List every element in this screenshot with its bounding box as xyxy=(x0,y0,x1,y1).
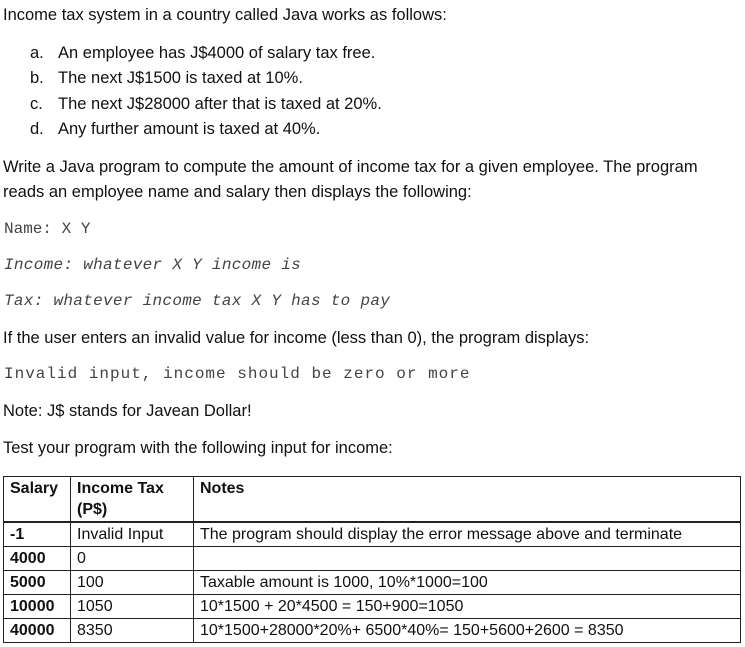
list-letter: c. xyxy=(30,94,43,113)
list-letter: a. xyxy=(30,44,44,62)
cell-salary: -1 xyxy=(4,522,71,547)
cell-salary: 10000 xyxy=(4,595,71,619)
output-line-income: Income: whatever X Y income is xyxy=(4,256,302,274)
tax-rules-list xyxy=(0,41,382,142)
table-row xyxy=(4,619,741,643)
list-item xyxy=(0,41,382,66)
cell-tax: 0 xyxy=(71,547,194,571)
test-intro-text: Test your program with the following input for income: xyxy=(3,439,393,457)
list-text: The next J$1500 is taxed at 10%. xyxy=(58,69,303,88)
header-income-tax: Income Tax (P$) xyxy=(71,477,194,523)
list-text: The next J$28000 after that is taxed at 20%. xyxy=(58,94,382,113)
task-text: Write a Java program to compute the amount of income tax for a given employee. The program reads an employee name and salary then displays the following: xyxy=(3,158,698,201)
cell-notes xyxy=(194,547,741,571)
cell-salary: 4000 xyxy=(4,547,71,571)
header-salary: Salary xyxy=(4,477,71,523)
list-letter: d. xyxy=(30,119,44,138)
cell-tax: Invalid Input xyxy=(71,522,194,547)
header-notes: Notes xyxy=(194,477,741,523)
cell-tax: 8350 xyxy=(71,619,194,643)
test-cases-table xyxy=(3,476,741,643)
cell-salary: 5000 xyxy=(4,571,71,595)
cell-salary: 40000 xyxy=(4,619,71,643)
output-line-name: Name: X Y xyxy=(4,220,91,238)
cell-notes: 10*1500 + 20*4500 = 150+900=1050 xyxy=(194,595,741,619)
list-text: An employee has J$4000 of salary tax free. xyxy=(58,44,376,62)
table-row xyxy=(4,547,741,571)
note-text: Note: J$ stands for Javean Dollar! xyxy=(3,402,252,420)
table-row xyxy=(4,595,741,619)
intro-text: Income tax system in a country called Java works as follows: xyxy=(3,6,447,24)
cell-tax: 100 xyxy=(71,571,194,595)
list-item xyxy=(0,92,382,117)
cell-notes: 10*1500+28000*20%+ 6500*40%= 150+5600+2600 = 8350 xyxy=(194,619,741,643)
invalid-message: Invalid input, income should be zero or more xyxy=(4,365,471,383)
cell-tax: 1050 xyxy=(71,595,194,619)
list-item xyxy=(0,117,382,142)
cell-notes: The program should display the error message above and terminate xyxy=(194,522,741,547)
cell-notes: Taxable amount is 1000, 10%*1000=100 xyxy=(194,571,741,595)
table-row xyxy=(4,571,741,595)
table-header-row xyxy=(4,477,741,523)
list-text: Any further amount is taxed at 40%. xyxy=(58,119,321,138)
table-row xyxy=(4,522,741,547)
list-item xyxy=(0,66,382,91)
output-line-tax: Tax: whatever income tax X Y has to pay xyxy=(4,292,391,310)
invalid-intro-text: If the user enters an invalid value for income (less than 0), the program displays: xyxy=(3,329,590,347)
list-letter: b. xyxy=(30,69,44,88)
